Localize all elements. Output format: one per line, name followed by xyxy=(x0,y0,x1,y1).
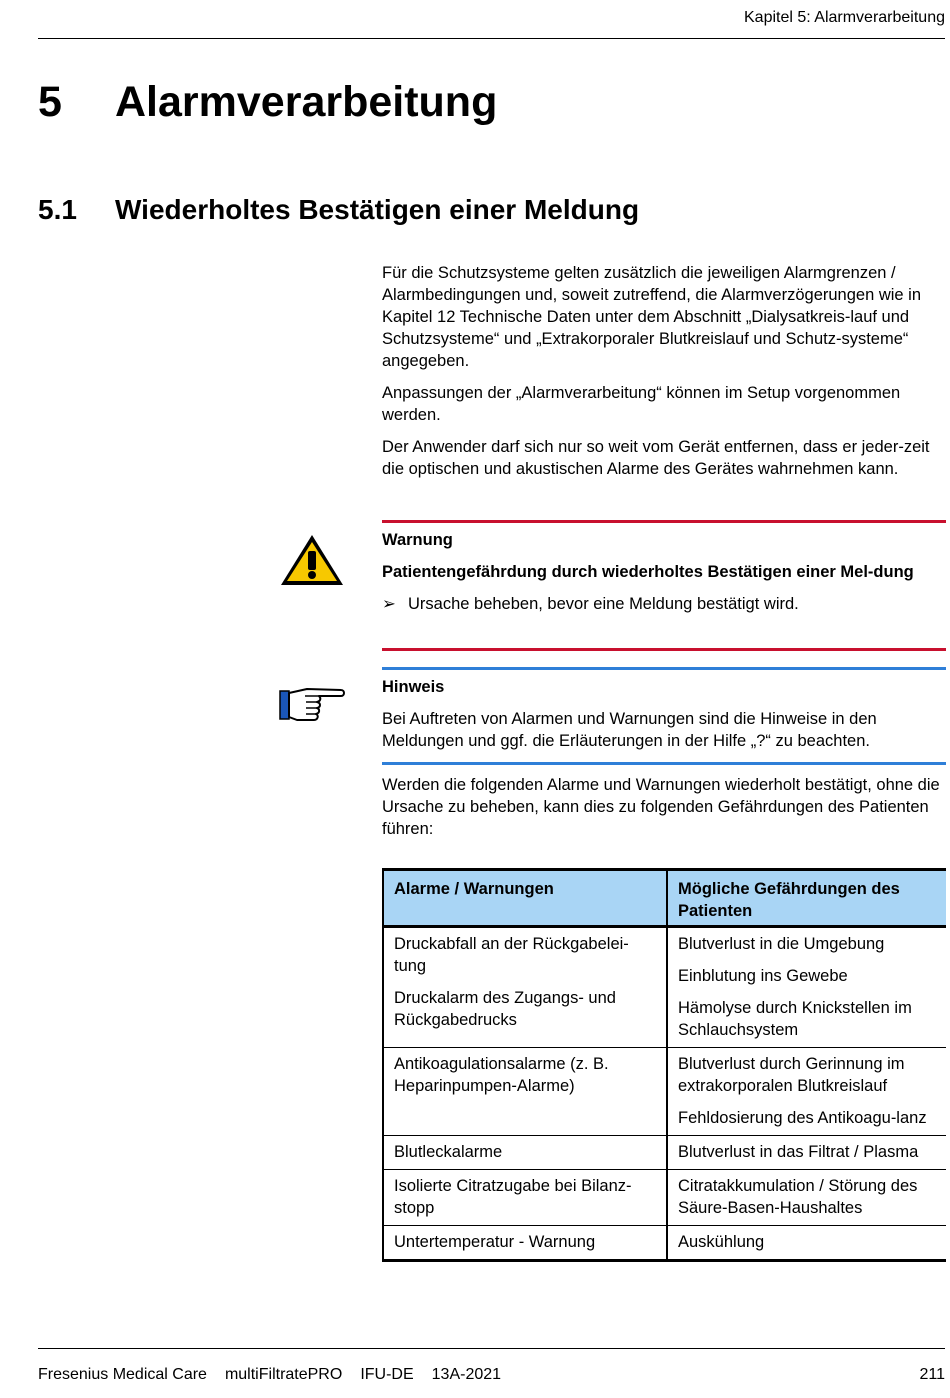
alarm-item: Blutleckalarme xyxy=(394,1143,503,1161)
note-label: Hinweis xyxy=(382,678,445,696)
note-text: Bei Auftreten von Alarmen und Warnungen sind die Hinweise in den Meldungen und ggf. die Erläuterungen in der Hilfe „?“ zu beachten. xyxy=(382,710,877,750)
risk-item: Einblutung ins Gewebe xyxy=(678,967,848,985)
alarm-item: Druckalarm des Zugangs- und Rückgabedrucks xyxy=(394,989,616,1029)
warning-triangle-icon xyxy=(279,533,345,592)
table-cell xyxy=(383,1170,667,1226)
chapter-number: 5 xyxy=(38,78,62,126)
alarm-item: Druckabfall an der Rückgabelei-tung xyxy=(394,935,629,975)
table-cell xyxy=(383,1048,667,1136)
pointing-hand-icon xyxy=(279,681,347,730)
risk-item: Auskühlung xyxy=(678,1233,765,1251)
table-cell xyxy=(667,1170,946,1226)
warning-heading: Patientengefährdung durch wiederholtes Bestätigen einer Mel-dung xyxy=(382,563,914,581)
alarm-item: Antikoagulationsalarme (z. B. Heparinpumpen-Alarme) xyxy=(394,1055,609,1095)
hazard-table xyxy=(382,868,946,1262)
note-bottom-rule xyxy=(382,762,946,765)
note-top-rule xyxy=(382,667,946,670)
table-cell xyxy=(667,1226,946,1261)
table-cell xyxy=(667,1136,946,1170)
chapter-title xyxy=(38,78,497,127)
intro-paragraph: Anpassungen der „Alarmverarbeitung“ können im Setup vorgenommen werden. xyxy=(382,384,901,424)
intro-paragraph: Der Anwender darf sich nur so weit vom Gerät entfernen, dass er jeder-zeit die optischen und akustischen Alarme des Gerätes wahrnehmen kann. xyxy=(382,438,930,478)
footer-company: Fresenius Medical Care xyxy=(38,1366,207,1383)
table-cell xyxy=(667,1048,946,1136)
risk-item: Blutverlust in das Filtrat / Plasma xyxy=(678,1143,919,1161)
risk-item: Fehldosierung des Antikoagu-lanz xyxy=(678,1109,927,1127)
lead-paragraph: Werden die folgenden Alarme und Warnungen wiederholt bestätigt, ohne die Ursache zu beheben, kann dies zu folgenden Gefährdungen des Patienten führen: xyxy=(382,776,940,838)
table-header-row xyxy=(383,870,946,927)
warning-top-rule xyxy=(382,520,946,523)
section-number: 5.1 xyxy=(38,194,77,225)
table-row xyxy=(383,927,946,1048)
footer-doc: IFU-DE xyxy=(360,1366,414,1383)
table-cell xyxy=(383,927,667,1048)
intro-paragraph: Für die Schutzsysteme gelten zusätzlich die jeweiligen Alarmgrenzen / Alarmbedingungen und, soweit zutreffend, die Alarmverzögerungen wie in Kapitel 12 Technische Daten unter dem Abschnitt „Dialysatkreis-lauf und Schutzsysteme“ und „Extrakorporaler Blutkreislauf und Schutz-systeme“ angegeben. xyxy=(382,264,922,370)
lead-text xyxy=(382,774,946,850)
table-cell xyxy=(383,1226,667,1261)
warning-label: Warnung xyxy=(382,531,453,549)
table-cell xyxy=(383,1136,667,1170)
chapter-title-text: Alarmverarbeitung xyxy=(115,78,498,126)
warning-bottom-rule xyxy=(382,648,946,651)
footer xyxy=(38,1366,945,1384)
header-rule xyxy=(38,38,945,39)
footer-left xyxy=(38,1366,519,1384)
table-row xyxy=(383,1226,946,1261)
intro-text xyxy=(382,262,946,490)
table-header-cell: Alarme / Warnungen xyxy=(383,870,667,927)
footer-rule xyxy=(38,1348,945,1349)
footer-version: 13A-2021 xyxy=(431,1366,502,1383)
table-row xyxy=(383,1170,946,1226)
footer-product: multiFiltratePRO xyxy=(224,1366,343,1383)
page-number: 211 xyxy=(919,1366,945,1383)
table-row xyxy=(383,1048,946,1136)
risk-item: Hämolyse durch Knickstellen im Schlauchsystem xyxy=(678,999,912,1039)
table-row xyxy=(383,1136,946,1170)
warning-block xyxy=(382,529,946,625)
arrow-right-icon: ➢ xyxy=(382,595,396,613)
section-title-text: Wiederholtes Bestätigen einer Meldung xyxy=(115,194,640,225)
risk-item: Blutverlust durch Gerinnung im extrakorporalen Blutkreislauf xyxy=(678,1055,905,1095)
section-title xyxy=(38,194,639,226)
note-block xyxy=(382,676,946,762)
risk-item: Citratakkumulation / Störung des Säure-Basen-Haushaltes xyxy=(678,1177,918,1217)
risk-item: Blutverlust in die Umgebung xyxy=(678,935,885,953)
warning-action-text: Ursache beheben, bevor eine Meldung bestätigt wird. xyxy=(408,595,799,613)
table-cell xyxy=(667,927,946,1048)
alarm-item: Isolierte Citratzugabe bei Bilanz-stopp xyxy=(394,1177,632,1217)
running-header: Kapitel 5: Alarmverarbeitung xyxy=(744,9,945,26)
warning-action xyxy=(382,593,946,615)
alarm-item: Untertemperatur - Warnung xyxy=(394,1233,596,1251)
table-header-cell: Mögliche Gefährdungen des Patienten xyxy=(667,870,946,927)
